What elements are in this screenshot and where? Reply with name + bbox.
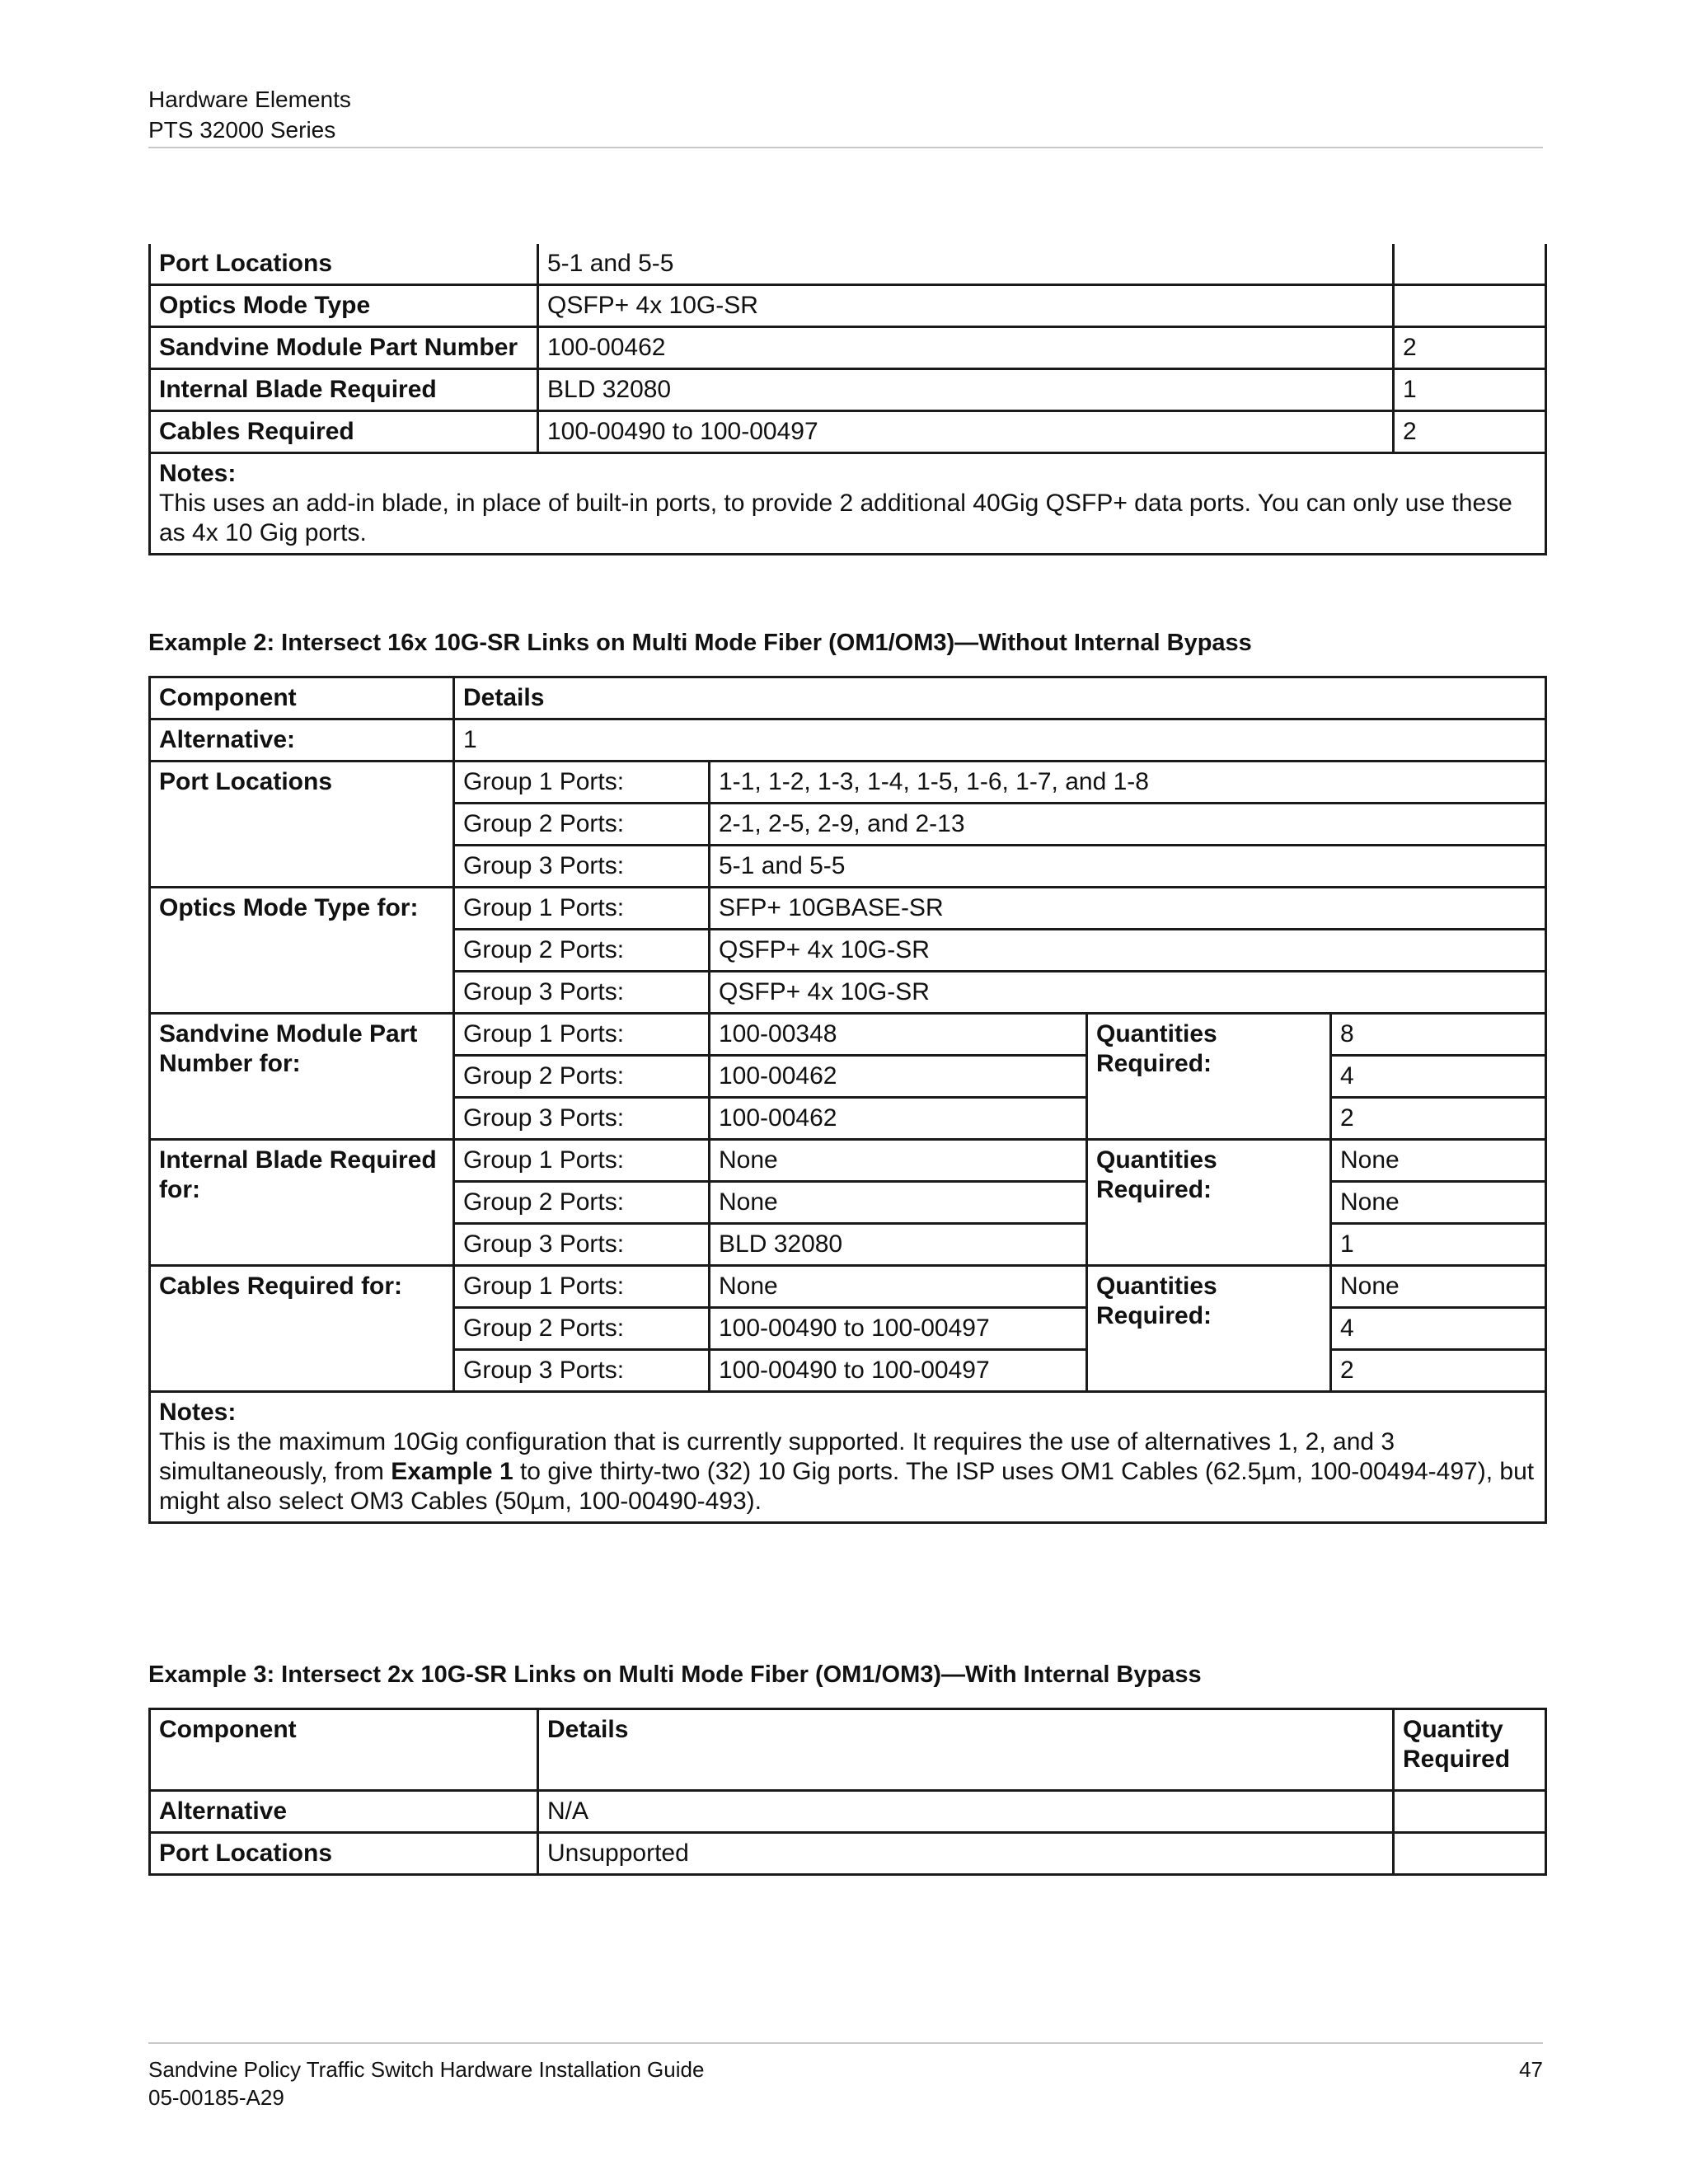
row-qty: 1 bbox=[1394, 369, 1546, 411]
notes-text-part1: This is the maximum 10Gig configuration that is currently supported. It requires the use of alternatives 1, 2, and 3 simultaneously, from bbox=[159, 1428, 1395, 1485]
notes-title: Notes: bbox=[159, 460, 237, 487]
row-details: N/A bbox=[538, 1791, 1394, 1833]
col-details: Details bbox=[454, 677, 1546, 719]
row-qty bbox=[1394, 244, 1546, 285]
quantity-value: None bbox=[1331, 1266, 1546, 1308]
row-label: Alternative bbox=[150, 1791, 538, 1833]
notes-text-part2: to give thirty-two (32) 10 Gig ports. The ISP uses OM1 Cables (62.5µm, 100-00494-497), but might also select OM3 Cables (50µm, 100-00490-493). bbox=[159, 1458, 1535, 1515]
group-value: 100-00490 to 100-00497 bbox=[710, 1308, 1087, 1350]
group-value: 5-1 and 5-5 bbox=[710, 846, 1546, 888]
group-label: Group 1 Ports: bbox=[454, 762, 710, 804]
table-row bbox=[150, 1833, 1546, 1875]
notes-cell bbox=[150, 453, 1546, 555]
row-details: 100-00462 bbox=[538, 327, 1394, 369]
group-value: 100-00348 bbox=[710, 1014, 1087, 1056]
table-row bbox=[150, 719, 1546, 762]
group-value: None bbox=[710, 1266, 1087, 1308]
group-value: 100-00462 bbox=[710, 1056, 1087, 1098]
row-label: Cables Required for: bbox=[150, 1266, 454, 1392]
example2-table bbox=[148, 676, 1547, 1524]
quantity-value: None bbox=[1331, 1182, 1546, 1224]
group-label: Group 3 Ports: bbox=[454, 972, 710, 1014]
col-details: Details bbox=[538, 1709, 1394, 1791]
row-value: 1 bbox=[454, 719, 1546, 762]
footer-title: Sandvine Policy Traffic Switch Hardware Installation Guide bbox=[148, 2057, 705, 2082]
table-row bbox=[150, 1140, 1546, 1182]
row-label: Alternative: bbox=[150, 719, 454, 762]
row-label: Optics Mode Type bbox=[150, 285, 538, 327]
row-details: 5-1 and 5-5 bbox=[538, 244, 1394, 285]
group-label: Group 1 Ports: bbox=[454, 1140, 710, 1182]
group-value: 2-1, 2-5, 2-9, and 2-13 bbox=[710, 804, 1546, 846]
group-label: Group 3 Ports: bbox=[454, 1098, 710, 1140]
header-series: PTS 32000 Series bbox=[148, 117, 336, 143]
group-label: Group 1 Ports: bbox=[454, 1014, 710, 1056]
example2-heading: Example 2: Intersect 16x 10G-SR Links on Multi Mode Fiber (OM1/OM3)—Without Internal Bypass bbox=[148, 630, 1252, 656]
row-label: Cables Required bbox=[150, 411, 538, 453]
group-label: Group 2 Ports: bbox=[454, 804, 710, 846]
row-qty: 2 bbox=[1394, 327, 1546, 369]
group-value: 100-00462 bbox=[710, 1098, 1087, 1140]
group-label: Group 3 Ports: bbox=[454, 846, 710, 888]
row-label: Port Locations bbox=[150, 244, 538, 285]
notes-text-bold: Example 1 bbox=[391, 1458, 513, 1485]
group-label: Group 2 Ports: bbox=[454, 1056, 710, 1098]
row-qty bbox=[1394, 1833, 1546, 1875]
example1-continued-table bbox=[148, 244, 1547, 555]
group-value: SFP+ 10GBASE-SR bbox=[710, 888, 1546, 930]
notes-row bbox=[150, 453, 1546, 555]
group-label: Group 1 Ports: bbox=[454, 1266, 710, 1308]
group-label: Group 2 Ports: bbox=[454, 930, 710, 972]
footer-rule bbox=[148, 2042, 1543, 2044]
row-label: Port Locations bbox=[150, 1833, 538, 1875]
group-label: Group 3 Ports: bbox=[454, 1350, 710, 1392]
row-label: Sandvine Module Part Number for: bbox=[150, 1014, 454, 1140]
group-label: Group 1 Ports: bbox=[454, 888, 710, 930]
quantity-value: None bbox=[1331, 1140, 1546, 1182]
quantities-label: Quantities Required: bbox=[1087, 1014, 1331, 1140]
group-value: 100-00490 to 100-00497 bbox=[710, 1350, 1087, 1392]
quantity-value: 4 bbox=[1331, 1056, 1546, 1098]
group-value: QSFP+ 4x 10G-SR bbox=[710, 930, 1546, 972]
quantity-value: 2 bbox=[1331, 1098, 1546, 1140]
col-component: Component bbox=[150, 1709, 538, 1791]
notes-row bbox=[150, 1392, 1546, 1523]
table-row bbox=[150, 1014, 1546, 1056]
page-header bbox=[148, 84, 351, 145]
row-details: Unsupported bbox=[538, 1833, 1394, 1875]
example3-table bbox=[148, 1708, 1547, 1876]
quantity-value: 4 bbox=[1331, 1308, 1546, 1350]
group-value: None bbox=[710, 1182, 1087, 1224]
quantity-value: 8 bbox=[1331, 1014, 1546, 1056]
group-label: Group 2 Ports: bbox=[454, 1182, 710, 1224]
notes-title: Notes: bbox=[159, 1399, 237, 1426]
table-row bbox=[150, 1791, 1546, 1833]
group-value: QSFP+ 4x 10G-SR bbox=[710, 972, 1546, 1014]
table-row bbox=[150, 327, 1546, 369]
table-row bbox=[150, 285, 1546, 327]
row-qty bbox=[1394, 1791, 1546, 1833]
row-label: Internal Blade Required bbox=[150, 369, 538, 411]
quantity-value: 2 bbox=[1331, 1350, 1546, 1392]
row-qty bbox=[1394, 285, 1546, 327]
notes-text: This uses an add-in blade, in place of built-in ports, to provide 2 additional 40Gig QSFP+ data ports. You can only use these as 4x 10 Gig ports. bbox=[159, 490, 1512, 546]
row-details: QSFP+ 4x 10G-SR bbox=[538, 285, 1394, 327]
group-value: None bbox=[710, 1140, 1087, 1182]
table-row bbox=[150, 369, 1546, 411]
table-row bbox=[150, 762, 1546, 804]
row-details: BLD 32080 bbox=[538, 369, 1394, 411]
row-qty: 2 bbox=[1394, 411, 1546, 453]
table-row bbox=[150, 411, 1546, 453]
group-label: Group 2 Ports: bbox=[454, 1308, 710, 1350]
group-value: BLD 32080 bbox=[710, 1224, 1087, 1266]
row-label: Internal Blade Required for: bbox=[150, 1140, 454, 1266]
table-row bbox=[150, 244, 1546, 285]
group-value: 1-1, 1-2, 1-3, 1-4, 1-5, 1-6, 1-7, and 1-8 bbox=[710, 762, 1546, 804]
table-row bbox=[150, 888, 1546, 930]
row-details: 100-00490 to 100-00497 bbox=[538, 411, 1394, 453]
quantities-label: Quantities Required: bbox=[1087, 1266, 1331, 1392]
row-label: Optics Mode Type for: bbox=[150, 888, 454, 1014]
header-rule bbox=[148, 147, 1543, 148]
row-label: Sandvine Module Part Number bbox=[150, 327, 538, 369]
group-label: Group 3 Ports: bbox=[454, 1224, 710, 1266]
quantities-label: Quantities Required: bbox=[1087, 1140, 1331, 1266]
quantity-value: 1 bbox=[1331, 1224, 1546, 1266]
footer-docnum: 05-00185-A29 bbox=[148, 2085, 284, 2110]
table-header-row bbox=[150, 677, 1546, 719]
page-number: 47 bbox=[1519, 2057, 1543, 2082]
example3-heading: Example 3: Intersect 2x 10G-SR Links on Multi Mode Fiber (OM1/OM3)—With Internal Bypass bbox=[148, 1661, 1202, 1688]
table-header-row bbox=[150, 1709, 1546, 1791]
row-label: Port Locations bbox=[150, 762, 454, 888]
col-component: Component bbox=[150, 677, 454, 719]
header-section: Hardware Elements bbox=[148, 87, 351, 112]
page-footer bbox=[148, 2055, 704, 2111]
table-row bbox=[150, 1266, 1546, 1308]
col-quantity: Quantity Required bbox=[1394, 1709, 1546, 1791]
notes-cell bbox=[150, 1392, 1546, 1523]
